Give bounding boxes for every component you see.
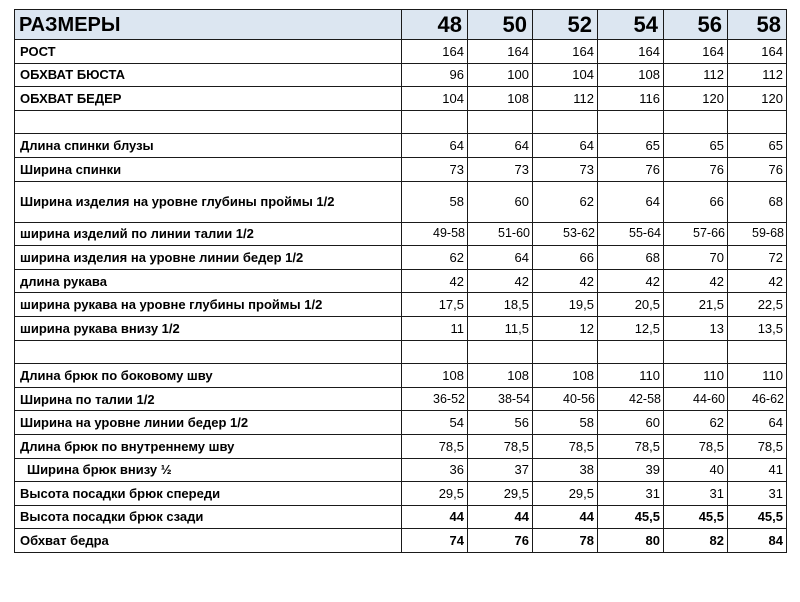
cell-value: 76 (598, 157, 664, 181)
cell-value: 68 (598, 246, 664, 270)
header-row (15, 10, 787, 40)
cell-value: 108 (533, 364, 598, 388)
cell-value (402, 340, 468, 364)
cell-value: 37 (468, 458, 533, 482)
cell-value: 78,5 (598, 434, 664, 458)
table-row (15, 40, 787, 64)
row-label: Ширина брюк внизу ½ (15, 458, 402, 482)
cell-value: 104 (533, 63, 598, 87)
row-label (15, 340, 402, 364)
cell-value: 49-58 (402, 222, 468, 246)
cell-value: 66 (664, 181, 728, 222)
cell-value: 73 (468, 157, 533, 181)
row-label: Длина брюк по боковому шву (15, 364, 402, 388)
table-row (15, 482, 787, 506)
cell-value: 29,5 (402, 482, 468, 506)
row-label: Высота посадки брюк спереди (15, 482, 402, 506)
cell-value: 42 (533, 269, 598, 293)
cell-value (468, 340, 533, 364)
cell-value: 11,5 (468, 316, 533, 340)
cell-value: 164 (468, 40, 533, 64)
cell-value: 74 (402, 529, 468, 553)
cell-value (598, 340, 664, 364)
cell-value: 40-56 (533, 387, 598, 411)
table-row (15, 387, 787, 411)
row-label (15, 110, 402, 134)
table-row (15, 316, 787, 340)
cell-value (533, 340, 598, 364)
cell-value: 17,5 (402, 293, 468, 317)
cell-value: 64 (598, 181, 664, 222)
cell-value: 12 (533, 316, 598, 340)
row-label: ширина рукава внизу 1/2 (15, 316, 402, 340)
cell-value: 51-60 (468, 222, 533, 246)
cell-value: 59-68 (728, 222, 787, 246)
cell-value: 80 (598, 529, 664, 553)
cell-value: 120 (664, 87, 728, 111)
table-row (15, 87, 787, 111)
cell-value: 55-64 (598, 222, 664, 246)
size-header: 54 (598, 10, 664, 40)
cell-value: 78,5 (728, 434, 787, 458)
cell-value: 96 (402, 63, 468, 87)
cell-value: 110 (728, 364, 787, 388)
cell-value (468, 110, 533, 134)
size-header: 56 (664, 10, 728, 40)
cell-value: 164 (664, 40, 728, 64)
cell-value: 62 (533, 181, 598, 222)
cell-value: 65 (664, 134, 728, 158)
cell-value: 58 (402, 181, 468, 222)
cell-value (533, 110, 598, 134)
cell-value: 84 (728, 529, 787, 553)
cell-value: 66 (533, 246, 598, 270)
cell-value: 76 (728, 157, 787, 181)
row-label: ширина изделия на уровне линии бедер 1/2 (15, 246, 402, 270)
row-label: Длина брюк по внутреннему шву (15, 434, 402, 458)
cell-value: 54 (402, 411, 468, 435)
cell-value: 22,5 (728, 293, 787, 317)
cell-value: 36-52 (402, 387, 468, 411)
cell-value: 44 (468, 505, 533, 529)
cell-value (728, 110, 787, 134)
cell-value: 62 (664, 411, 728, 435)
cell-value: 21,5 (664, 293, 728, 317)
cell-value: 31 (664, 482, 728, 506)
row-label: Обхват бедра (15, 529, 402, 553)
table-row (15, 364, 787, 388)
cell-value: 72 (728, 246, 787, 270)
row-label: ширина изделий по линии талии 1/2 (15, 222, 402, 246)
size-header: 50 (468, 10, 533, 40)
cell-value: 64 (402, 134, 468, 158)
table-row (15, 411, 787, 435)
cell-value: 64 (533, 134, 598, 158)
cell-value: 78,5 (533, 434, 598, 458)
cell-value: 108 (402, 364, 468, 388)
cell-value: 76 (468, 529, 533, 553)
table-row (15, 529, 787, 553)
cell-value: 36 (402, 458, 468, 482)
cell-value: 29,5 (533, 482, 598, 506)
cell-value: 116 (598, 87, 664, 111)
size-table (14, 9, 787, 553)
row-label: ОБХВАТ БЕДЕР (15, 87, 402, 111)
cell-value: 39 (598, 458, 664, 482)
cell-value: 164 (728, 40, 787, 64)
table-row (15, 181, 787, 222)
cell-value: 82 (664, 529, 728, 553)
table-row (15, 458, 787, 482)
cell-value: 41 (728, 458, 787, 482)
cell-value: 108 (598, 63, 664, 87)
cell-value: 78,5 (402, 434, 468, 458)
cell-value (598, 110, 664, 134)
cell-value: 62 (402, 246, 468, 270)
size-chart (14, 9, 787, 553)
cell-value: 13,5 (728, 316, 787, 340)
row-label: Ширина на уровне линии бедер 1/2 (15, 411, 402, 435)
cell-value: 112 (728, 63, 787, 87)
cell-value: 64 (728, 411, 787, 435)
cell-value: 112 (664, 63, 728, 87)
cell-value: 112 (533, 87, 598, 111)
cell-value: 108 (468, 364, 533, 388)
cell-value: 19,5 (533, 293, 598, 317)
cell-value: 73 (533, 157, 598, 181)
cell-value: 44 (402, 505, 468, 529)
cell-value: 11 (402, 316, 468, 340)
row-label: Длина спинки блузы (15, 134, 402, 158)
cell-value: 20,5 (598, 293, 664, 317)
spacer-row (15, 110, 787, 134)
cell-value: 104 (402, 87, 468, 111)
cell-value: 60 (598, 411, 664, 435)
cell-value (402, 110, 468, 134)
cell-value (728, 340, 787, 364)
row-label: ОБХВАТ БЮСТА (15, 63, 402, 87)
cell-value: 108 (468, 87, 533, 111)
cell-value: 58 (533, 411, 598, 435)
cell-value: 38 (533, 458, 598, 482)
cell-value: 78,5 (468, 434, 533, 458)
cell-value: 70 (664, 246, 728, 270)
row-label: РОСТ (15, 40, 402, 64)
cell-value: 42 (468, 269, 533, 293)
row-label: длина рукава (15, 269, 402, 293)
table-row (15, 157, 787, 181)
table-row (15, 505, 787, 529)
cell-value: 46-62 (728, 387, 787, 411)
cell-value: 42 (402, 269, 468, 293)
cell-value: 44 (533, 505, 598, 529)
row-label: Высота посадки брюк сзади (15, 505, 402, 529)
cell-value: 164 (533, 40, 598, 64)
cell-value: 45,5 (728, 505, 787, 529)
row-label: Ширина спинки (15, 157, 402, 181)
cell-value: 60 (468, 181, 533, 222)
row-label: Ширина по талии 1/2 (15, 387, 402, 411)
cell-value: 110 (598, 364, 664, 388)
cell-value: 68 (728, 181, 787, 222)
cell-value: 44-60 (664, 387, 728, 411)
cell-value: 31 (728, 482, 787, 506)
size-header: 48 (402, 10, 468, 40)
cell-value: 45,5 (664, 505, 728, 529)
table-row (15, 434, 787, 458)
table-row (15, 246, 787, 270)
table-row (15, 293, 787, 317)
cell-value (664, 340, 728, 364)
cell-value: 40 (664, 458, 728, 482)
cell-value: 100 (468, 63, 533, 87)
cell-value: 12,5 (598, 316, 664, 340)
table-title: РАЗМЕРЫ (15, 10, 402, 40)
table-row (15, 63, 787, 87)
cell-value: 42 (728, 269, 787, 293)
cell-value: 65 (728, 134, 787, 158)
row-label: Ширина изделия на уровне глубины проймы 1/2 (15, 181, 402, 222)
cell-value: 57-66 (664, 222, 728, 246)
cell-value: 45,5 (598, 505, 664, 529)
cell-value: 110 (664, 364, 728, 388)
cell-value (664, 110, 728, 134)
cell-value: 18,5 (468, 293, 533, 317)
cell-value: 120 (728, 87, 787, 111)
spacer-row (15, 340, 787, 364)
size-header: 52 (533, 10, 598, 40)
cell-value: 42 (664, 269, 728, 293)
cell-value: 64 (468, 134, 533, 158)
cell-value: 65 (598, 134, 664, 158)
table-row (15, 222, 787, 246)
cell-value: 164 (402, 40, 468, 64)
table-row (15, 269, 787, 293)
row-label: ширина рукава на уровне глубины проймы 1/2 (15, 293, 402, 317)
size-header: 58 (728, 10, 787, 40)
cell-value: 73 (402, 157, 468, 181)
cell-value: 64 (468, 246, 533, 270)
cell-value: 31 (598, 482, 664, 506)
cell-value: 164 (598, 40, 664, 64)
cell-value: 56 (468, 411, 533, 435)
cell-value: 13 (664, 316, 728, 340)
cell-value: 78,5 (664, 434, 728, 458)
cell-value: 42 (598, 269, 664, 293)
cell-value: 53-62 (533, 222, 598, 246)
table-row (15, 134, 787, 158)
cell-value: 78 (533, 529, 598, 553)
cell-value: 76 (664, 157, 728, 181)
cell-value: 29,5 (468, 482, 533, 506)
cell-value: 38-54 (468, 387, 533, 411)
cell-value: 42-58 (598, 387, 664, 411)
